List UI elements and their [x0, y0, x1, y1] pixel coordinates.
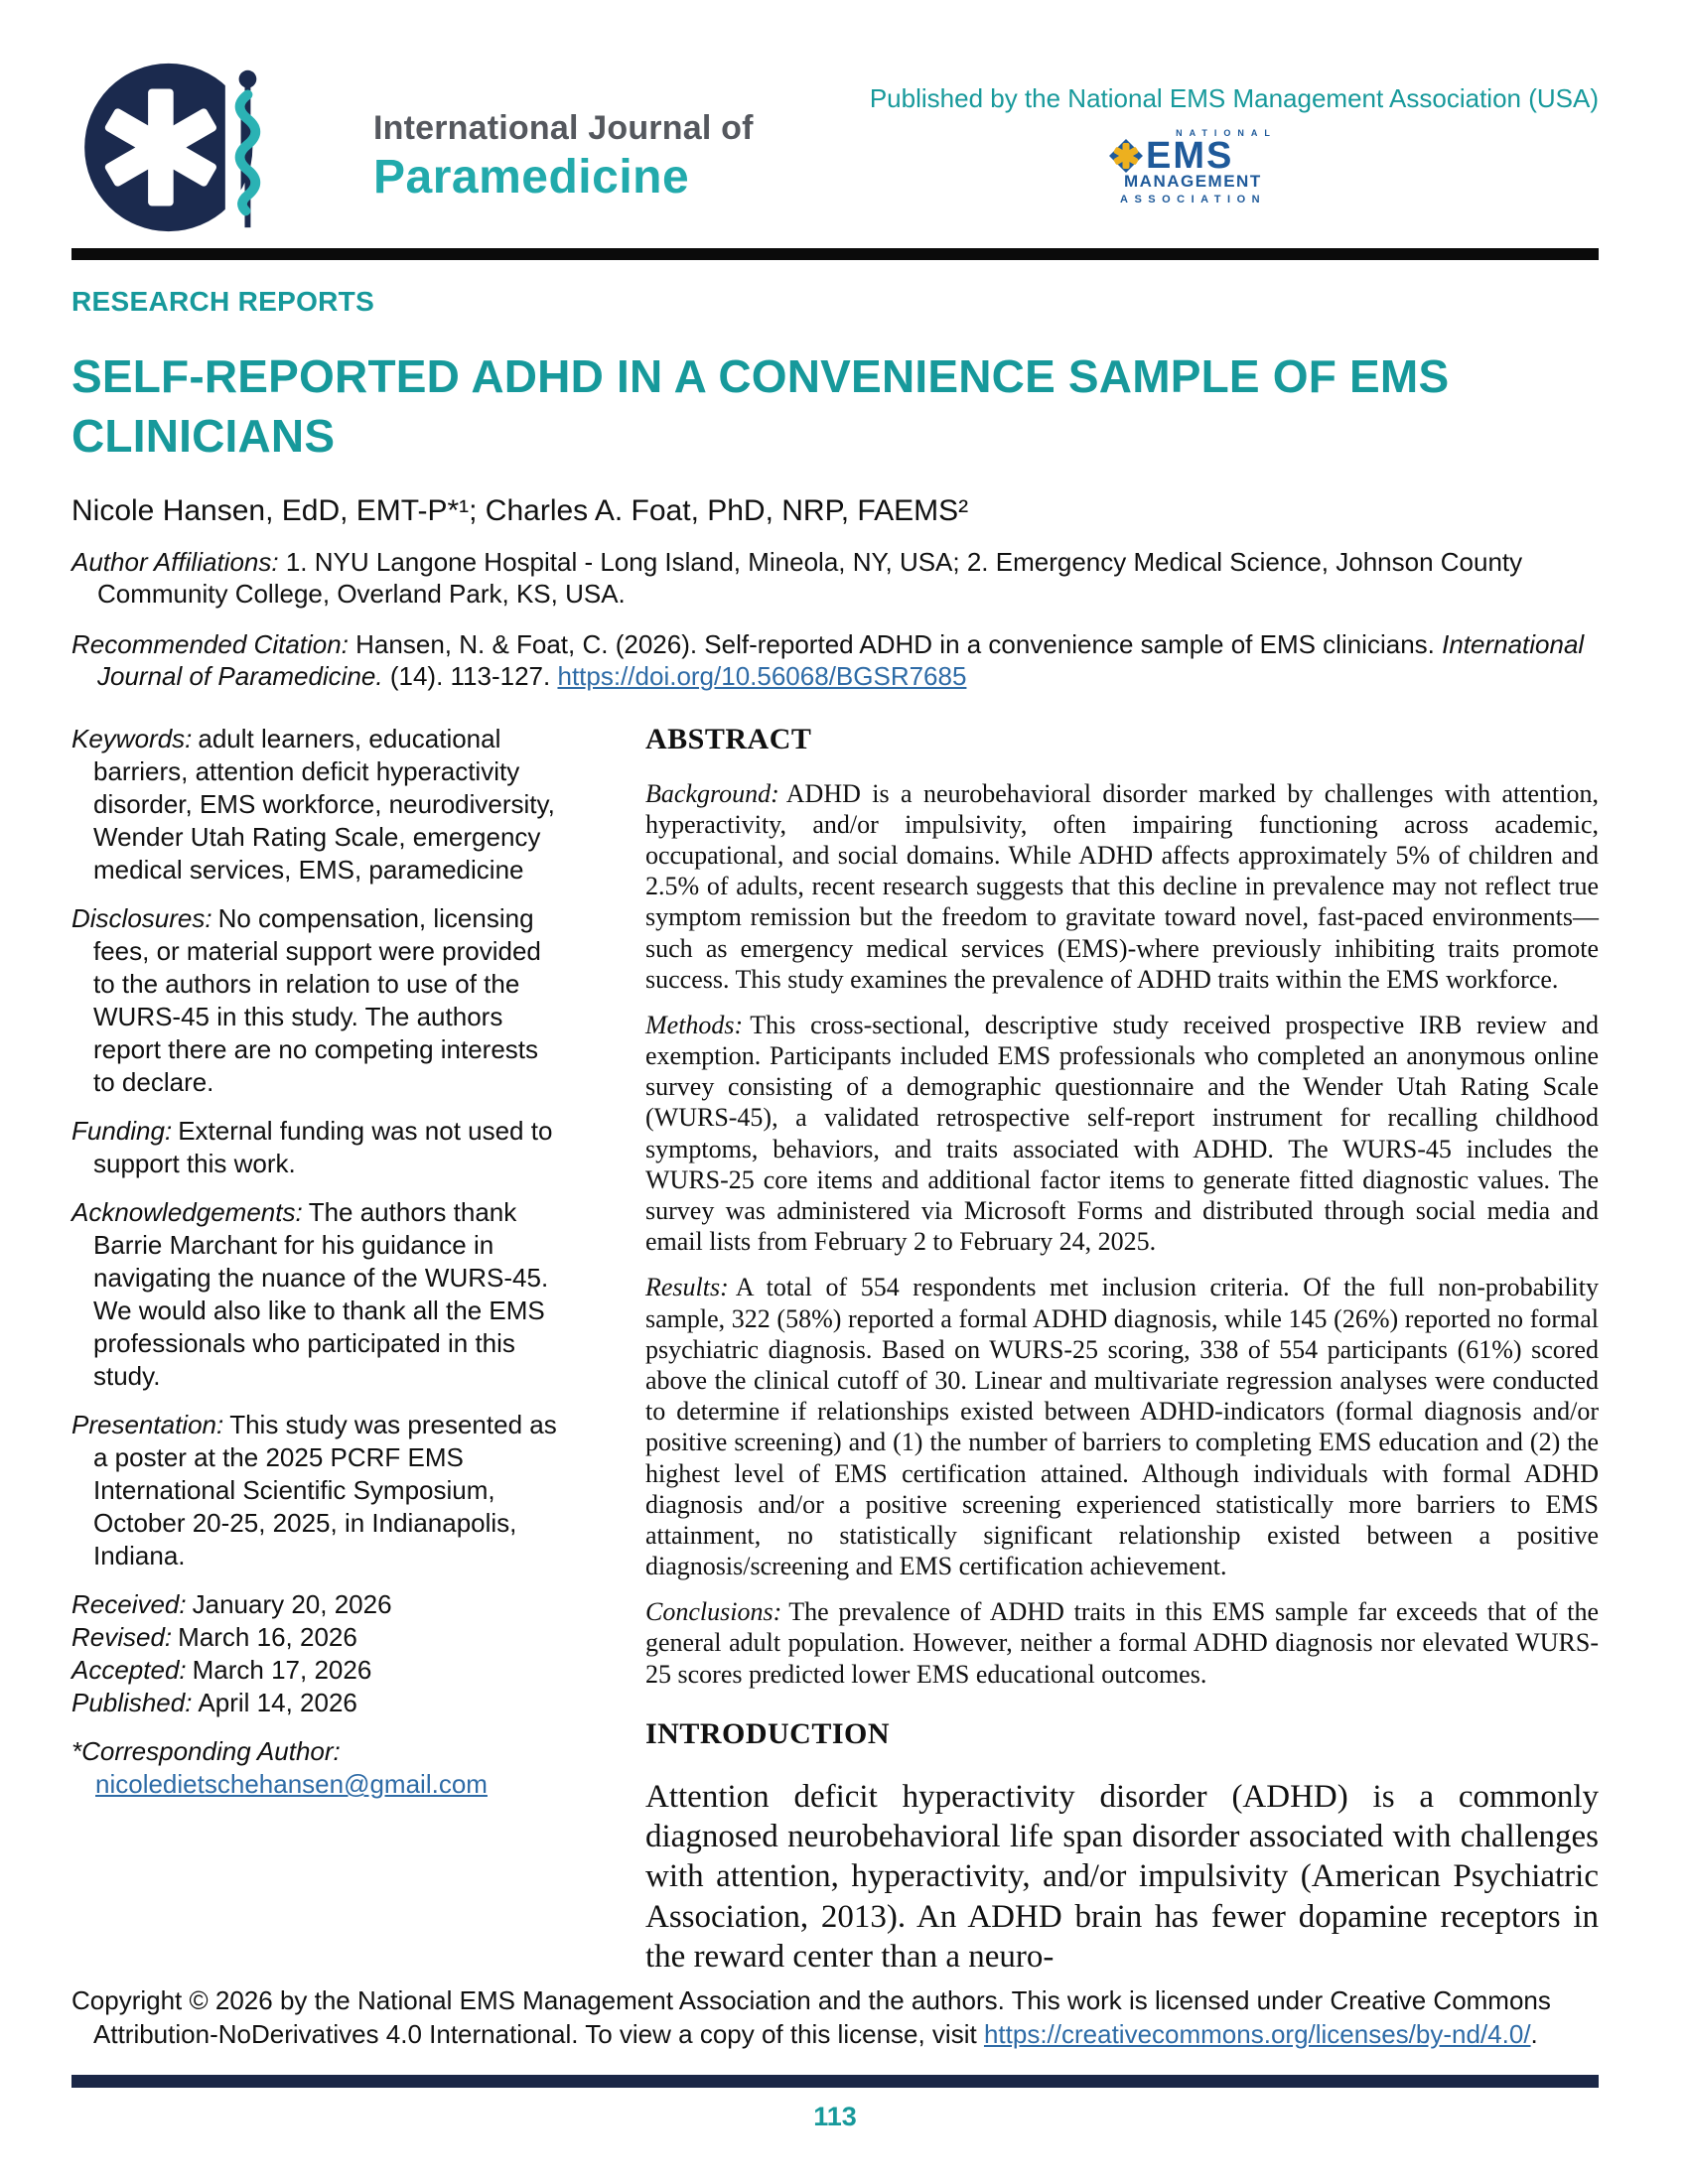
acknowledgements-text: The authors thank Barrie Marchant for his guidance in navigating the nuance of the WURS-45. We would also like to thank all the EMS professionals who participated in this study.: [93, 1196, 549, 1391]
disclosures-label: Disclosures:: [71, 902, 212, 933]
nemsma-logo: [1106, 128, 1301, 205]
corresponding-author-block: [71, 1735, 561, 1801]
revised-date: March 16, 2026: [178, 1621, 357, 1652]
affiliations-line: [71, 546, 1599, 611]
abstract-methods: [645, 1010, 1599, 1258]
nemsma-management-text: MANAGEMENT: [1124, 172, 1262, 191]
doi-link[interactable]: https://doi.org/10.56068/BGSR7685: [557, 661, 967, 692]
keywords-text: adult learners, educational barriers, attention deficit hyperactivity disorder, EMS workforce, neurodiversity, Wender Utah Rating Scale, emergency medical services, EMS, paramedicine: [93, 723, 555, 885]
article-title: SELF-REPORTED ADHD IN A CONVENIENCE SAMPLE OF EMS CLINICIANS: [71, 350, 1450, 462]
journal-name-bottom: Paramedicine: [373, 151, 690, 204]
abstract-conclusions-label: Conclusions:: [645, 1597, 782, 1627]
revised-label: Revised:: [71, 1621, 173, 1652]
presentation-text: This study was presented as a poster at the 2025 PCRF EMS International Scientific Symposium, October 20-25, 2025, in Indianapolis, Indiana.: [93, 1409, 557, 1570]
publisher-block: [870, 58, 1599, 205]
journal-brand: [81, 58, 754, 238]
presentation-block: [71, 1409, 561, 1572]
article-body: [71, 723, 1599, 1978]
main-column: [645, 723, 1599, 1978]
nemsma-association-text: ASSOCIATION: [1120, 194, 1267, 205]
page-footer: [71, 1984, 1599, 2132]
funding-label: Funding:: [71, 1115, 173, 1146]
published-by-text: Published by the National EMS Management Association (USA): [869, 83, 1599, 113]
introduction-paragraph: Attention deficit hyperactivity disorder (ADHD) is a commonly diagnosed neurobehavioral life span disorder associated with challenges with attention, hyperactivity, and/or impulsivity (American Psychiatric Association, 2013). An ADHD brain has fewer dopamine receptors in the reward center than a neuro-: [645, 1778, 1599, 1975]
citation-label: Recommended Citation:: [71, 628, 349, 659]
revised-line: [71, 1621, 561, 1654]
abstract-conclusions-text: The prevalence of ADHD traits in this EMS sample far exceeds that of the general adult population. However, neither a formal ADHD diagnosis nor elevated WURS-25 scores predicted lower EMS educational outcomes.: [645, 1597, 1599, 1689]
citation-line: [71, 628, 1599, 693]
nemsma-national-text: NATIONAL: [1176, 128, 1277, 138]
received-date: January 20, 2026: [192, 1588, 392, 1619]
journal-name-top: International Journal of: [373, 109, 754, 147]
disclosures-block: [71, 902, 561, 1099]
acknowledgements-block: [71, 1196, 561, 1393]
disclosures-text: No compensation, licensing fees, or material support were provided to the authors in relation to use of the WURS-45 in this study. The authors report there are no competing interests to declare.: [93, 902, 541, 1097]
corresponding-author-email-link[interactable]: nicoledietschehansen@gmail.com: [95, 1769, 488, 1800]
abstract-results: [645, 1272, 1599, 1581]
page-header: [71, 58, 1599, 238]
abstract-background-text: ADHD is a neurobehavioral disorder marked by challenges with attention, hyperactivity, and/or impulsivity, often impairing functioning across academic, occupational, and social domains. While ADHD affects approximately 5% of children and 2.5% of adults, recent research suggests that this decline in prevalence may not reflect true symptom remission but the freedom to gravitate toward novel, fast-paced environments—such as emergency medical services (EMS)-where previously inhibiting traits promote success. This study examines the prevalence of ADHD traits within the EMS workforce.: [645, 778, 1599, 994]
header-divider: [71, 248, 1599, 260]
nemsma-star-diamond-icon: [1106, 136, 1146, 176]
abstract-heading: ABSTRACT: [645, 722, 812, 755]
abstract-results-label: Results:: [645, 1273, 729, 1302]
authors-line: Nicole Hansen, EdD, EMT-P*¹; Charles A. Foat, PhD, NRP, FAEMS²: [71, 493, 969, 527]
copyright-line: [71, 1984, 1599, 2051]
corresponding-author-label: *Corresponding Author:: [71, 1736, 341, 1767]
abstract-methods-text: This cross-sectional, descriptive study received prospective IRB review and exemption. Participants included EMS professionals who completed an anonymous online survey consisting of a demographic questionnaire and the Wender Utah Rating Scale (WURS-45), a validated retrospective self-report instrument for recalling childhood symptoms, behaviors, and traits associated with ADHD. The WURS-45 includes the WURS-25 core items and additional factor items to generate fitted diagnostic values. The survey was administered via Microsoft Forms and distributed through social media and email lists from February 2 to February 24, 2025.: [645, 1010, 1599, 1257]
abstract-background: [645, 778, 1599, 995]
received-label: Received:: [71, 1588, 187, 1619]
sidebar-metadata: [71, 723, 561, 1978]
introduction-heading: INTRODUCTION: [645, 1716, 891, 1750]
abstract-background-label: Background:: [645, 778, 779, 808]
abstract-methods-label: Methods:: [645, 1010, 744, 1039]
accepted-line: [71, 1654, 561, 1687]
copyright-text: Copyright © 2026 by the National EMS Management Association and the authors. This work is licensed under Creative Commons Attribution-NoDerivatives 4.0 International. To view a copy of this license, visit: [71, 1985, 1551, 2049]
dates-group: [71, 1588, 561, 1719]
funding-block: [71, 1115, 561, 1180]
star-of-life-caduceus-icon: [81, 58, 348, 238]
nemsma-ems-text: EMS: [1146, 135, 1234, 177]
abstract-results-text: A total of 554 respondents met inclusion criteria. Of the full non-probability sample, 322 (58%) reported a formal ADHD diagnosis, while 145 (26%) reported no formal psychiatric diagnosis. Based on WURS-25 scoring, 338 of 554 participants (61%) scored above the clinical cutoff of 30. Linear and multivariate regression analyses were conducted to determine if relationships existed between ADHD-indicators (formal diagnosis and/or positive screening) and (1) the number of barriers to completing EMS education and (2) the highest level of EMS certification attained. Although individuals with formal ADHD diagnosis and/or a positive screening experienced statistically more barriers to EMS attainment, no statistically significant relationship existed between a positive diagnosis/screening and EMS certification achievement.: [645, 1273, 1599, 1581]
nemsma-ems-row: [1106, 136, 1301, 176]
funding-text: External funding was not used to support this work.: [93, 1115, 553, 1178]
section-kicker: RESEARCH REPORTS: [71, 286, 375, 317]
page-number: 113: [813, 2102, 857, 2131]
published-line: [71, 1687, 561, 1719]
license-link[interactable]: https://creativecommons.org/licenses/by-nd/4.0/: [983, 2018, 1531, 2049]
presentation-label: Presentation:: [71, 1409, 224, 1439]
accepted-date: March 17, 2026: [192, 1655, 372, 1685]
accepted-label: Accepted:: [71, 1655, 187, 1685]
footer-divider: [71, 2075, 1599, 2088]
affiliations-label: Author Affiliations:: [71, 546, 279, 577]
affiliations-text: 1. NYU Langone Hospital - Long Island, Mineola, NY, USA; 2. Emergency Medical Science, Johnson County Community College, Overland Park, KS, USA.: [97, 546, 1523, 610]
published-date: April 14, 2026: [198, 1688, 357, 1718]
abstract-conclusions: [645, 1596, 1599, 1690]
keywords-block: [71, 723, 561, 887]
published-label: Published:: [71, 1688, 193, 1718]
journal-name: [373, 91, 754, 205]
citation-journal: International Journal of Paramedicine.: [97, 628, 1585, 692]
received-line: [71, 1588, 561, 1621]
keywords-label: Keywords:: [71, 723, 193, 753]
citation-pages: (14). 113-127.: [389, 661, 551, 692]
acknowledgements-label: Acknowledgements:: [71, 1196, 303, 1227]
copyright-period: .: [1530, 2018, 1538, 2049]
citation-pre: Hansen, N. & Foat, C. (2026). Self-reported ADHD in a convenience sample of EMS clinicians.: [355, 628, 1435, 659]
